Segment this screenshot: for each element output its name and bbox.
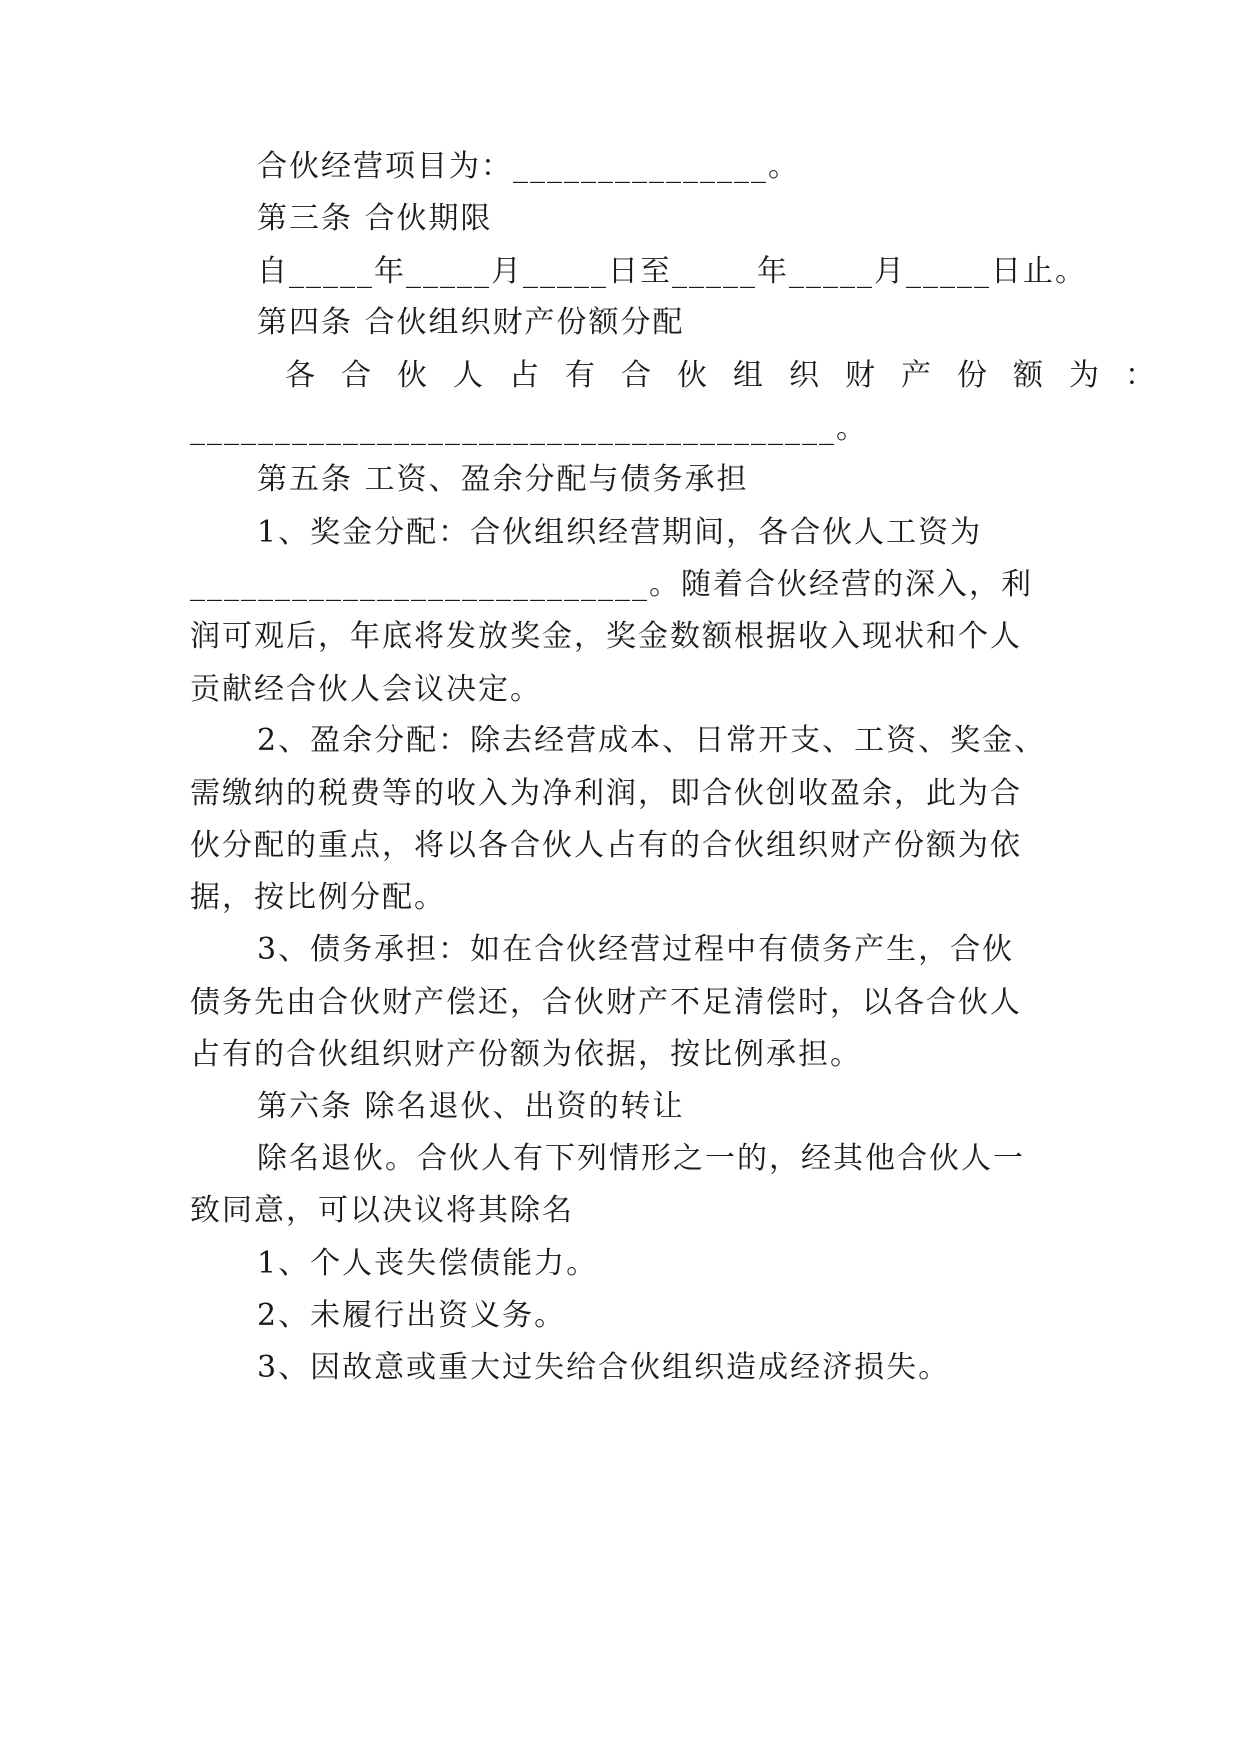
bonus-line-2: ___________________________。随着合伙经营的深入，利: [190, 567, 1033, 602]
surplus-line-2: 需缴纳的税费等的收入为净利润，即合伙创收盈余，此为合: [190, 776, 1022, 811]
bonus-line-4: 贡献经合伙人会议决定。: [190, 672, 542, 707]
removal-item-2: 2、未履行出资义务。: [257, 1298, 567, 1333]
bonus-line-1: 1、奖金分配：合伙组织经营期间，各合伙人工资为: [257, 515, 983, 550]
share-line: 各合伙人占有合伙组织财产份额为：: [285, 358, 1181, 393]
surplus-line-1: 2、盈余分配：除去经营成本、日常开支、工资、奖金、: [257, 723, 1047, 758]
article-4-heading: 第四条 合伙组织财产份额分配: [257, 305, 685, 340]
article-6-heading: 第六条 除名退伙、出资的转让: [257, 1089, 685, 1124]
article-5-heading: 第五条 工资、盈余分配与债务承担: [257, 462, 749, 497]
removal-line-2: 致同意，可以决议将其除名: [190, 1193, 574, 1228]
share-blank-line: ______________________________________。: [190, 411, 868, 446]
article-3-heading: 第三条 合伙期限: [257, 201, 493, 236]
debt-line-3: 占有的合伙组织财产份额为依据，按比例承担。: [190, 1037, 862, 1072]
term-line: 自_____年_____月_____日至_____年_____月_____日止。: [257, 254, 1087, 289]
removal-item-1: 1、个人丧失偿债能力。: [257, 1246, 599, 1281]
removal-item-3: 3、因故意或重大过失给合伙组织造成经济损失。: [257, 1350, 951, 1385]
surplus-line-4: 据，按比例分配。: [190, 880, 446, 915]
surplus-line-3: 伙分配的重点，将以各合伙人占有的合伙组织财产份额为依: [190, 828, 1022, 863]
removal-line-1: 除名退伙。合伙人有下列情形之一的，经其他合伙人一: [257, 1141, 1025, 1176]
project-line: 合伙经营项目为：_______________。: [257, 149, 800, 184]
bonus-line-3: 润可观后，年底将发放奖金，奖金数额根据收入现状和个人: [190, 619, 1022, 654]
debt-line-2: 债务先由合伙财产偿还，合伙财产不足清偿时，以各合伙人: [190, 985, 1022, 1020]
debt-line-1: 3、债务承担：如在合伙经营过程中有债务产生，合伙: [257, 932, 1015, 967]
